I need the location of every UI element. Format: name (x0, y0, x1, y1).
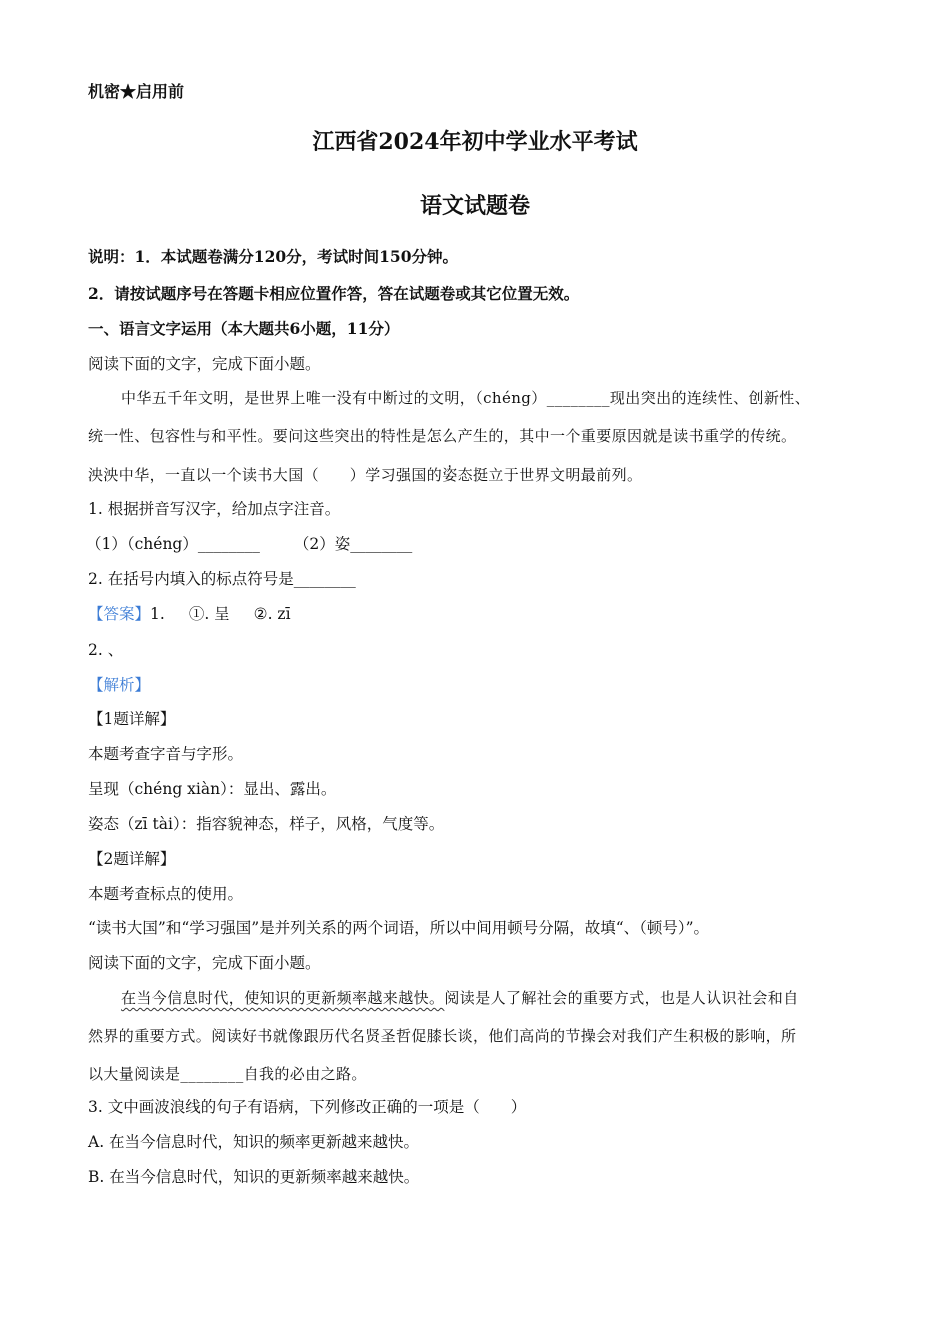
question-3: 3. 文中画波浪线的句子有语病，下列修改正确的一项是（ ） (88, 1098, 527, 1116)
read-instruction: 阅读下面的文字，完成下面小题。 (88, 355, 321, 373)
analysis-text: 呈现（chéng xiàn）：显出、露出。 (88, 780, 337, 798)
dotted-character: 姿 (442, 466, 458, 484)
passage-line: 中华五千年文明，是世界上唯一没有中断过的文明，（chéng）________现出突出的连续性、创新性、 (121, 389, 811, 407)
analysis-text: 本题考查字音与字形。 (88, 745, 244, 763)
analysis-label: 【解析】 (88, 676, 151, 694)
wavy-underlined-sentence: 在当今信息时代，使知识的更新频率越来越快。 (121, 989, 445, 1007)
analysis-text: 本题考查标点的使用。 (88, 885, 244, 903)
question-3-option-b: B. 在当今信息时代，知识的更新频率越来越快。 (88, 1168, 420, 1186)
question-1-part-1: （1）（chéng）________ (86, 535, 260, 553)
question-2: 2. 在括号内填入的标点符号是________ (88, 570, 356, 588)
confidential-label: 机密★启用前 (88, 82, 185, 101)
analysis-q1-title: 【1题详解】 (88, 710, 176, 728)
passage-line: 然界的重要方式。阅读好书就像跟历代名贤圣哲促膝长谈，他们高尚的节操会对我们产生积极的影响，所 (88, 1027, 797, 1045)
answer-q2: 2. 、 (88, 641, 124, 659)
passage-line: 统一性、包容性与和平性。要问这些突出的特性是怎么产生的，其中一个重要原因就是读书重学的传统。 (88, 427, 797, 445)
answer-q1-number: 1. (150, 605, 165, 623)
analysis-q2-title: 【2题详解】 (88, 850, 176, 868)
section-heading: 一、语言文字运用（本大题共6小题，11分） (88, 319, 400, 338)
passage-line (121, 988, 799, 1008)
read-instruction: 阅读下面的文字，完成下面小题。 (88, 954, 321, 972)
exam-subtitle: 语文试题卷 (419, 193, 530, 219)
passage-text: 泱泱中华，一直以一个读书大国（ ）学习强国的 (88, 466, 443, 484)
passage-line (88, 465, 642, 485)
instruction-line-1: 说明：1．本试题卷满分120分，考试时间150分钟。 (88, 247, 458, 266)
passage-text: 态挺立于世界文明最前列。 (457, 466, 643, 484)
passage-line: 以大量阅读是________自我的必由之路。 (88, 1065, 367, 1083)
analysis-text: “读书大国”和“学习强国”是并列关系的两个词语，所以中间用顿号分隔，故填“、（顿号）”。 (88, 919, 710, 937)
passage-text: 阅读是人了解社会的重要方式，也是人认识社会和自 (444, 989, 799, 1007)
answer-label: 【答案】 (88, 605, 151, 623)
question-1-part-2: （2）姿________ (293, 535, 413, 553)
answer-option-2: ②. zī (253, 605, 291, 623)
answer-line (88, 604, 291, 624)
question-1: 1. 根据拼音写汉字，给加点字注音。 (88, 500, 341, 518)
question-1-parts (86, 534, 412, 554)
exam-title: 江西省2024年初中学业水平考试 (312, 129, 638, 155)
analysis-text: 姿态（zī tài）：指容貌神态，样子，风格，气度等。 (88, 815, 445, 833)
answer-option-1: ①. 呈 (188, 605, 230, 623)
question-3-option-a: A. 在当今信息时代，知识的频率更新越来越快。 (88, 1133, 420, 1151)
instruction-line-2: 2．请按试题序号在答题卡相应位置作答，答在试题卷或其它位置无效。 (88, 284, 580, 303)
